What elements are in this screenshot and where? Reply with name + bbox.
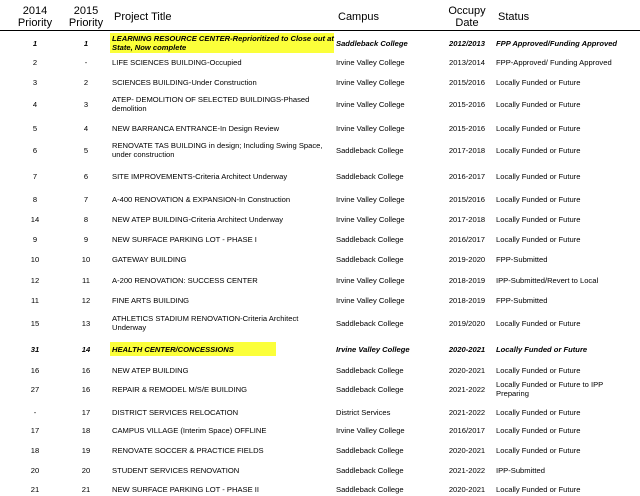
priority-2014-cell: 17 bbox=[30, 425, 40, 435]
project-title-cell: A-400 RENOVATION & EXPANSION-In Construction bbox=[112, 194, 291, 204]
campus-cell: Saddleback College bbox=[336, 38, 408, 48]
priority-2015-cell: 6 bbox=[83, 171, 89, 181]
project-title-cell: GATEWAY BUILDING bbox=[112, 254, 187, 264]
priority-2015-cell: 13 bbox=[81, 318, 91, 328]
occupy-date-cell: 2017-2018 bbox=[448, 145, 486, 155]
status-cell: Locally Funded or Future bbox=[496, 365, 581, 375]
header-campus: Campus bbox=[338, 11, 379, 23]
project-title-cell: SCIENCES BUILDING-Under Construction bbox=[112, 77, 257, 87]
status-cell: Locally Funded or Future bbox=[496, 445, 581, 455]
priority-2015-cell: 11 bbox=[82, 275, 90, 285]
priority-2014-cell: 16 bbox=[30, 365, 40, 375]
header-project-title: Project Title bbox=[114, 11, 172, 23]
table-row bbox=[0, 405, 640, 419]
priority-2015-cell: 12 bbox=[81, 295, 91, 305]
priority-2014-cell: 15 bbox=[30, 318, 40, 328]
campus-cell: Saddleback College bbox=[336, 318, 404, 328]
table-row bbox=[0, 293, 640, 307]
table-row bbox=[0, 313, 640, 333]
project-title-cell: DISTRICT SERVICES RELOCATION bbox=[112, 407, 239, 417]
priority-2015-cell: 21 bbox=[81, 484, 91, 494]
project-title-cell: STUDENT SERVICES RENOVATION bbox=[112, 465, 240, 475]
header-status: Status bbox=[498, 11, 530, 23]
priority-2015-cell: 7 bbox=[83, 194, 89, 204]
priority-2014-cell: 21 bbox=[30, 484, 40, 494]
campus-cell: Irvine Valley College bbox=[336, 295, 405, 305]
status-cell: Locally Funded or Future bbox=[496, 99, 581, 109]
status-cell: Locally Funded or Future bbox=[496, 344, 588, 354]
status-cell: Locally Funded or Future bbox=[496, 318, 581, 328]
table-row bbox=[0, 252, 640, 266]
table-row bbox=[0, 232, 640, 246]
campus-cell: Saddleback College bbox=[336, 254, 404, 264]
priority-2014-cell: 12 bbox=[30, 275, 40, 285]
status-cell: FPP-Approved/ Funding Approved bbox=[496, 57, 612, 67]
occupy-date-cell: 2016-2017 bbox=[448, 171, 486, 181]
project-title-cell: RENOVATE TAS BUILDING in design; Including Swing Space, under construction bbox=[112, 141, 323, 159]
priority-2014-cell: 6 bbox=[32, 145, 38, 155]
status-cell: Locally Funded or Future bbox=[496, 484, 581, 494]
priority-2015-cell: 16 bbox=[81, 384, 91, 394]
status-cell: Locally Funded or Future bbox=[496, 425, 581, 435]
priority-2015-cell: 10 bbox=[81, 254, 91, 264]
header-2014-line2: Priority bbox=[17, 17, 53, 29]
status-cell: FPP-Submitted bbox=[496, 295, 548, 305]
project-title-cell: NEW ATEP BUILDING bbox=[112, 365, 189, 375]
occupy-date-cell: 2015-2016 bbox=[448, 99, 486, 109]
campus-cell: District Services bbox=[336, 407, 391, 417]
occupy-date-cell: 2021-2022 bbox=[448, 384, 486, 394]
campus-cell: Irvine Valley College bbox=[336, 214, 405, 224]
project-title-cell: RENOVATE SOCCER & PRACTICE FIELDS bbox=[112, 445, 264, 455]
priority-2015-cell: 16 bbox=[81, 365, 91, 375]
status-cell: Locally Funded or Future bbox=[496, 171, 581, 181]
project-title-cell: NEW SURFACE PARKING LOT - PHASE II bbox=[112, 484, 259, 494]
occupy-date-cell: 2018-2019 bbox=[448, 275, 486, 285]
occupy-date-cell: 2019/2020 bbox=[449, 318, 485, 328]
occupy-date-cell: 2015/2016 bbox=[449, 194, 485, 204]
status-cell: Locally Funded or Future bbox=[496, 407, 581, 417]
occupy-date-cell: 2018-2019 bbox=[448, 295, 486, 305]
status-cell: FPP-Submitted bbox=[496, 254, 548, 264]
project-title-cell: SITE IMPROVEMENTS-Criteria Architect Underway bbox=[112, 171, 288, 181]
status-cell: IPP-Submitted/Revert to Local bbox=[496, 275, 599, 285]
status-cell: Locally Funded or Future bbox=[496, 77, 581, 87]
priority-2015-cell: 20 bbox=[81, 465, 91, 475]
status-cell: Locally Funded or Future to IPP Preparing bbox=[496, 380, 604, 398]
campus-cell: Irvine Valley College bbox=[336, 123, 405, 133]
priority-2014-cell: 31 bbox=[30, 344, 40, 354]
table-row bbox=[0, 192, 640, 206]
campus-cell: Saddleback College bbox=[336, 234, 404, 244]
campus-cell: Irvine Valley College bbox=[336, 425, 405, 435]
status-cell: Locally Funded or Future bbox=[496, 123, 581, 133]
priority-2014-cell: 4 bbox=[32, 99, 38, 109]
priority-2014-cell: 7 bbox=[32, 171, 38, 181]
priority-2014-cell: 11 bbox=[31, 295, 39, 305]
priority-2015-cell: 1 bbox=[83, 38, 89, 48]
table-row bbox=[0, 94, 640, 114]
status-cell: Locally Funded or Future bbox=[496, 234, 581, 244]
occupy-date-cell: 2016/2017 bbox=[449, 425, 485, 435]
occupy-date-cell: 2021-2022 bbox=[448, 465, 486, 475]
campus-cell: Saddleback College bbox=[336, 171, 404, 181]
priority-2015-cell: 8 bbox=[83, 214, 89, 224]
campus-cell: Irvine Valley College bbox=[336, 344, 410, 354]
occupy-date-cell: 2020-2021 bbox=[448, 445, 486, 455]
header-divider bbox=[0, 30, 640, 31]
table-row bbox=[0, 212, 640, 226]
campus-cell: Saddleback College bbox=[336, 445, 404, 455]
project-title-cell: FINE ARTS BUILDING bbox=[112, 295, 190, 305]
header-2014-line1: 2014 bbox=[22, 5, 48, 17]
occupy-date-cell: 2015-2016 bbox=[448, 123, 486, 133]
campus-cell: Irvine Valley College bbox=[336, 57, 405, 67]
project-title-cell: LEARNING RESOURCE CENTER-Reprioritized to Close out at State, Now complete bbox=[112, 34, 334, 52]
project-title-cell: NEW ATEP BUILDING-Criteria Architect Underway bbox=[112, 214, 284, 224]
occupy-date-cell: 2020-2021 bbox=[448, 365, 486, 375]
campus-cell: Saddleback College bbox=[336, 365, 404, 375]
header-2014-priority bbox=[14, 5, 56, 29]
priority-2015-cell: - bbox=[84, 57, 88, 67]
campus-cell: Irvine Valley College bbox=[336, 99, 405, 109]
table-row bbox=[0, 443, 640, 457]
priority-2014-cell: 2 bbox=[32, 57, 38, 67]
status-cell: FPP Approved/Funding Approved bbox=[496, 38, 618, 48]
occupy-date-cell: 2020-2021 bbox=[448, 344, 486, 354]
priority-2015-cell: 4 bbox=[83, 123, 89, 133]
campus-cell: Irvine Valley College bbox=[336, 77, 405, 87]
priority-2014-cell: - bbox=[33, 407, 37, 417]
occupy-date-cell: 2020-2021 bbox=[448, 484, 486, 494]
table-row bbox=[0, 273, 640, 287]
priority-2014-cell: 5 bbox=[32, 123, 38, 133]
priority-2014-cell: 10 bbox=[30, 254, 40, 264]
table-row bbox=[0, 423, 640, 437]
priority-2015-cell: 17 bbox=[81, 407, 91, 417]
occupy-date-cell: 2013/2014 bbox=[449, 57, 485, 67]
occupy-date-cell: 2021-2022 bbox=[448, 407, 486, 417]
campus-cell: Irvine Valley College bbox=[336, 194, 405, 204]
campus-cell: Saddleback College bbox=[336, 484, 404, 494]
priority-2015-cell: 14 bbox=[81, 344, 91, 354]
status-cell: IPP-Submitted bbox=[496, 465, 545, 475]
priority-2014-cell: 14 bbox=[30, 214, 40, 224]
priority-2015-cell: 2 bbox=[83, 77, 89, 87]
campus-cell: Irvine Valley College bbox=[336, 275, 405, 285]
project-title-cell: LIFE SCIENCES BUILDING-Occupied bbox=[112, 57, 242, 67]
campus-cell: Saddleback College bbox=[336, 145, 404, 155]
priority-2015-cell: 19 bbox=[81, 445, 91, 455]
project-title-cell: ATHLETICS STADIUM RENOVATION-Criteria Architect Underway bbox=[112, 314, 299, 332]
priority-2014-cell: 8 bbox=[32, 194, 38, 204]
header-2015-line2: Priority bbox=[68, 17, 104, 29]
table-row bbox=[0, 463, 640, 477]
table-row bbox=[0, 140, 640, 160]
project-title-cell: A-200 RENOVATION: SUCCESS CENTER bbox=[112, 275, 258, 285]
project-title-cell: REPAIR & REMODEL M/S/E BUILDING bbox=[112, 384, 248, 394]
priority-2014-cell: 3 bbox=[32, 77, 38, 87]
table-row bbox=[0, 75, 640, 89]
project-title-cell: CAMPUS VILLAGE (Interim Space) OFFLINE bbox=[112, 425, 267, 435]
table-row bbox=[0, 169, 640, 183]
priority-2014-cell: 1 bbox=[32, 38, 38, 48]
occupy-date-cell: 2015/2016 bbox=[449, 77, 485, 87]
header-2015-line1: 2015 bbox=[73, 5, 99, 17]
table-row bbox=[0, 121, 640, 135]
priority-2014-cell: 20 bbox=[30, 465, 40, 475]
table-row bbox=[0, 33, 640, 53]
priority-2015-cell: 3 bbox=[83, 99, 89, 109]
occupy-date-cell: 2019-2020 bbox=[448, 254, 486, 264]
priority-2014-cell: 9 bbox=[32, 234, 38, 244]
table-row bbox=[0, 379, 640, 399]
priority-2014-cell: 27 bbox=[30, 384, 40, 394]
project-title-cell: NEW SURFACE PARKING LOT - PHASE I bbox=[112, 234, 257, 244]
table-row bbox=[0, 363, 640, 377]
campus-cell: Saddleback College bbox=[336, 384, 404, 394]
occupy-date-cell: 2012/2013 bbox=[449, 38, 485, 48]
header-2015-priority bbox=[64, 5, 108, 29]
status-cell: Locally Funded or Future bbox=[496, 194, 581, 204]
priority-2015-cell: 5 bbox=[83, 145, 89, 155]
occupy-date-cell: 2017-2018 bbox=[448, 214, 486, 224]
header-date-line1: Occupy bbox=[448, 5, 486, 17]
campus-cell: Saddleback College bbox=[336, 465, 404, 475]
table-row bbox=[0, 342, 640, 356]
status-cell: Locally Funded or Future bbox=[496, 145, 581, 155]
occupy-date-cell: 2016/2017 bbox=[449, 234, 485, 244]
header-occupy-date bbox=[438, 5, 496, 29]
project-title-cell: NEW BARRANCA ENTRANCE-In Design Review bbox=[112, 123, 280, 133]
header-date-line2: Date bbox=[455, 17, 479, 29]
status-cell: Locally Funded or Future bbox=[496, 214, 581, 224]
priority-2015-cell: 9 bbox=[83, 234, 89, 244]
project-title-cell: HEALTH CENTER/CONCESSIONS bbox=[110, 342, 276, 356]
priority-2014-cell: 18 bbox=[30, 445, 40, 455]
priority-2015-cell: 18 bbox=[81, 425, 91, 435]
table-row bbox=[0, 482, 640, 496]
table-row bbox=[0, 55, 640, 69]
project-title-cell: ATEP- DEMOLITION OF SELECTED BUILDINGS-Phased demolition bbox=[112, 95, 310, 113]
